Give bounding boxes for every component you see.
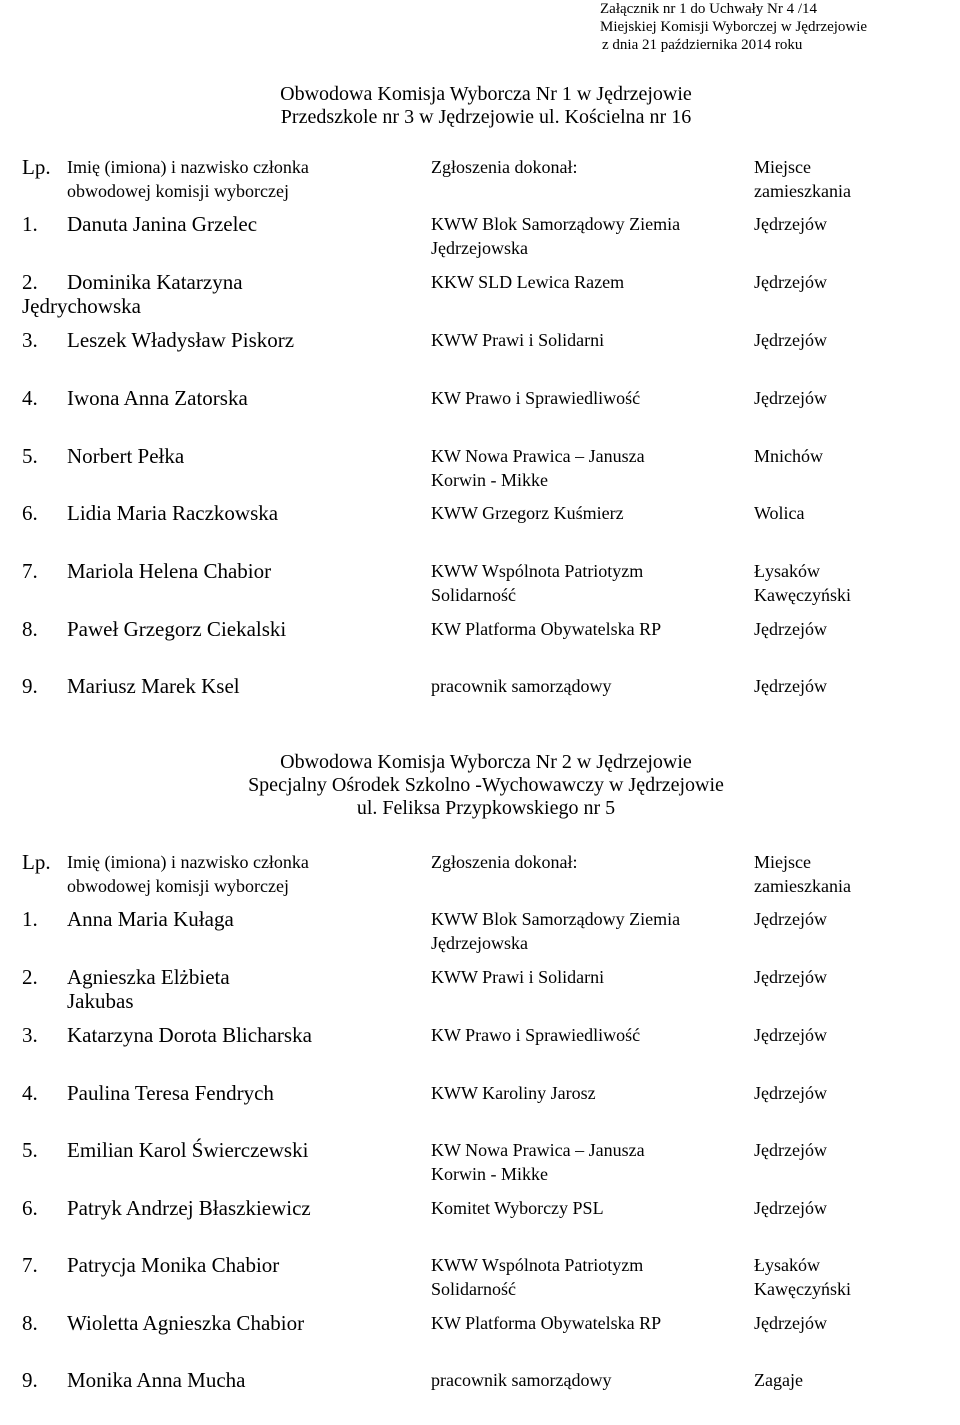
member-name: [67, 270, 243, 294]
attachment-note-line3: z dnia 21 października 2014 roku: [602, 37, 803, 53]
attachment-note-line2: Miejskiej Komisji Wyborczej w Jędrzejowie: [600, 19, 868, 35]
member-submitted-by: KWW Karoliny Jarosz: [431, 1083, 596, 1103]
member-name: Iwona Anna Zatorska: [67, 386, 248, 410]
row-lp: 4.: [22, 1081, 38, 1105]
row-lp: 5.: [22, 444, 38, 468]
member-name: Lidia Maria Raczkowska: [67, 501, 279, 525]
header-name-line2: obwodowej komisji wyborczej: [67, 876, 289, 896]
member-submitted-by: KWW Prawi i Solidarni: [431, 330, 605, 350]
member-residence: Jędrzejów: [754, 272, 827, 292]
row-lp: 1.: [22, 907, 38, 931]
member-name: Katarzyna Dorota Blicharska: [67, 1023, 312, 1047]
member-submitted-by: KKW SLD Lewica Razem: [431, 272, 625, 292]
member-name: Mariola Helena Chabior: [67, 559, 272, 583]
submitted-by-line2: Jędrzejowska: [431, 933, 528, 953]
member-name: Paulina Teresa Fendrych: [67, 1081, 274, 1105]
submitted-by-line2: Jędrzejowska: [431, 238, 528, 258]
row-lp: 2.: [22, 965, 38, 989]
row-lp: 4.: [22, 386, 38, 410]
header-name-line1: Imię (imiona) i nazwisko członka: [67, 852, 309, 872]
commission-title-line1: Obwodowa Komisja Wyborcza Nr 1 w Jędrzejowie: [280, 83, 692, 105]
member-name: Danuta Janina Grzelec: [67, 212, 258, 236]
attachment-note: [600, 0, 930, 54]
member-submitted-by: [431, 559, 741, 607]
member-name: Paweł Grzegorz Ciekalski: [67, 617, 287, 641]
member-name-line2: Jędrychowska: [22, 294, 141, 318]
member-name: Leszek Władysław Piskorz: [67, 328, 295, 352]
member-name: Wioletta Agnieszka Chabior: [67, 1311, 305, 1335]
member-residence: Jędrzejów: [754, 1140, 827, 1160]
member-submitted-by: Komitet Wyborczy PSL: [431, 1198, 604, 1218]
row-lp: 7.: [22, 1253, 38, 1277]
row-lp: 7.: [22, 559, 38, 583]
member-submitted-by: pracownik samorządowy: [431, 676, 612, 696]
row-lp: 3.: [22, 328, 38, 352]
header-residence-line1: Miejsce: [754, 852, 811, 872]
member-residence: Jędrzejów: [754, 1083, 827, 1103]
row-lp: 8.: [22, 1311, 38, 1335]
member-submitted-by: pracownik samorządowy: [431, 1370, 612, 1390]
commission-title-line2: Przedszkole nr 3 w Jędrzejowie ul. Kościelna nr 16: [280, 106, 692, 128]
member-residence: Jędrzejów: [754, 388, 827, 408]
row-lp: 2.: [22, 270, 38, 294]
residence-line2: Kawęczyński: [754, 585, 851, 605]
header-residence: [754, 850, 954, 898]
row-lp: 9.: [22, 1368, 38, 1392]
row-lp: 6.: [22, 501, 38, 525]
row-lp: 6.: [22, 1196, 38, 1220]
member-name: Patryk Andrzej Błaszkiewicz: [67, 1196, 311, 1220]
header-submitted-by: Zgłoszenia dokonał:: [431, 852, 578, 872]
member-name-line2: Jakubas: [67, 989, 134, 1013]
member-residence: Jędrzejów: [754, 1198, 827, 1218]
submitted-by-line2: Solidarność: [431, 1279, 516, 1299]
member-submitted-by: [431, 1138, 741, 1186]
member-name: Patrycja Monika Chabior: [67, 1253, 280, 1277]
member-residence: Jędrzejów: [754, 676, 827, 696]
member-name: Anna Maria Kułaga: [67, 907, 234, 931]
member-submitted-by: [431, 907, 741, 955]
submitted-by-line1: KWW Wspólnota Patriotyzm: [431, 1255, 644, 1275]
member-residence: Jędrzejów: [754, 330, 827, 350]
member-residence: [754, 559, 954, 607]
commission-title-line2: Specjalny Ośrodek Szkolno -Wychowawczy w Jędrzejowie: [248, 774, 724, 796]
header-name: [67, 155, 397, 203]
submitted-by-line2: Solidarność: [431, 585, 516, 605]
residence-line1: Łysaków: [754, 561, 820, 581]
header-name-line2: obwodowej komisji wyborczej: [67, 181, 289, 201]
header-residence-line2: zamieszkania: [754, 181, 851, 201]
submitted-by-line1: KW Nowa Prawica – Janusza: [431, 446, 645, 466]
member-residence: Zagaje: [754, 1370, 803, 1390]
member-name: Monika Anna Mucha: [67, 1368, 246, 1392]
row-lp: 8.: [22, 617, 38, 641]
member-submitted-by: [431, 444, 741, 492]
submitted-by-line1: KWW Blok Samorządowy Ziemia: [431, 909, 681, 929]
residence-line1: Łysaków: [754, 1255, 820, 1275]
member-name: [67, 965, 230, 989]
header-residence-line1: Miejsce: [754, 157, 811, 177]
submitted-by-line1: KW Nowa Prawica – Janusza: [431, 1140, 645, 1160]
submitted-by-line1: KWW Wspólnota Patriotyzm: [431, 561, 644, 581]
member-residence: Jędrzejów: [754, 967, 827, 987]
attachment-note-line1: Załącznik nr 1 do Uchwały Nr 4 /14: [600, 1, 818, 17]
member-residence: Wolica: [754, 503, 805, 523]
member-submitted-by: [431, 212, 741, 260]
row-lp: 1.: [22, 212, 38, 236]
member-name: Norbert Pełka: [67, 444, 185, 468]
submitted-by-line1: KWW Blok Samorządowy Ziemia: [431, 214, 681, 234]
header-residence-line2: zamieszkania: [754, 876, 851, 896]
member-submitted-by: KWW Grzegorz Kuśmierz: [431, 503, 624, 523]
submitted-by-line2: Korwin - Mikke: [431, 470, 548, 490]
header-name-line1: Imię (imiona) i nazwisko członka: [67, 157, 309, 177]
header-residence: [754, 155, 954, 203]
member-residence: [754, 1253, 954, 1301]
commission-title-line1: Obwodowa Komisja Wyborcza Nr 2 w Jędrzejowie: [280, 751, 692, 773]
submitted-by-line2: Korwin - Mikke: [431, 1164, 548, 1184]
member-submitted-by: KW Platforma Obywatelska RP: [431, 1313, 662, 1333]
member-residence: Jędrzejów: [754, 1025, 827, 1045]
row-lp: 9.: [22, 674, 38, 698]
member-name-line1: Agnieszka Elżbieta: [67, 965, 230, 989]
member-submitted-by: KW Platforma Obywatelska RP: [431, 619, 662, 639]
member-name-line1: Dominika Katarzyna: [67, 270, 243, 294]
commission-2-title: [0, 751, 960, 820]
header-lp: Lp.: [22, 155, 51, 179]
member-residence: Mnichów: [754, 446, 823, 466]
member-name: Mariusz Marek Ksel: [67, 674, 240, 698]
row-lp: 3.: [22, 1023, 38, 1047]
member-submitted-by: KW Prawo i Sprawiedliwość: [431, 388, 641, 408]
residence-line2: Kawęczyński: [754, 1279, 851, 1299]
member-residence: Jędrzejów: [754, 619, 827, 639]
commission-1-title: [0, 83, 960, 129]
member-submitted-by: [431, 1253, 741, 1301]
header-submitted-by: Zgłoszenia dokonał:: [431, 157, 578, 177]
member-residence: Jędrzejów: [754, 1313, 827, 1333]
row-lp: 5.: [22, 1138, 38, 1162]
commission-title-line3: ul. Feliksa Przypkowskiego nr 5: [356, 797, 616, 819]
header-name: [67, 850, 397, 898]
member-submitted-by: KWW Prawi i Solidarni: [431, 967, 605, 987]
member-name: Emilian Karol Świerczewski: [67, 1138, 309, 1162]
header-lp: Lp.: [22, 850, 51, 874]
member-residence: Jędrzejów: [754, 214, 827, 234]
member-residence: Jędrzejów: [754, 909, 827, 929]
member-submitted-by: KW Prawo i Sprawiedliwość: [431, 1025, 641, 1045]
